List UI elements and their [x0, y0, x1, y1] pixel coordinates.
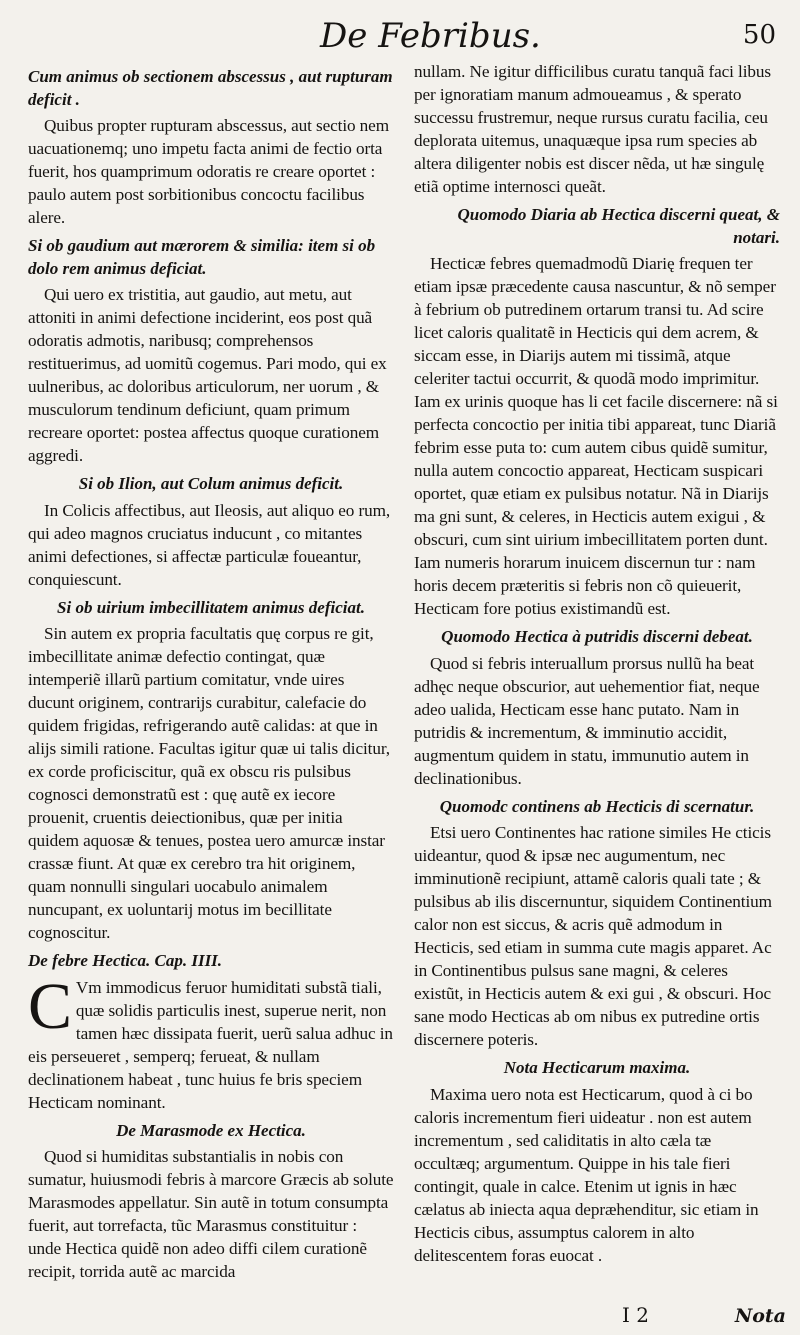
section-heading: De Marasmode ex Hectica.: [116, 1120, 306, 1140]
section-heading: Si ob gaudium aut mærorem & similia: item si ob dolo rem animus deficiat.: [28, 236, 376, 278]
running-title: De Febribus.: [320, 16, 541, 56]
section-heading: Nota Hecticarum maxima.: [503, 1058, 691, 1077]
paragraph: Quibus propter rupturam abscessus, aut sectio nem uacuationemq; uno impetu facta animi de fectio orta fuerit, hos quamprimum odoratis re creare oportet : paulo autem post sorbitionibus concoctu facilibus alere.: [28, 116, 389, 227]
paragraph: Maxima uero nota est Hecticarum, quod à ci bo caloris incrementum fieri uideatur . non est autem incrementum , sed caliditatis in alto cæla tæ occultæq; argumentum. Quippe in his tale fieri contingit, quale in calce. Etenim ut ignis in hæc cælatus ab iniecta aqua depræhenditur, sic etiam in Hecticis cibus, assumptus calorem in alto delitescentem foras euocat .: [414, 1084, 759, 1265]
section-heading: Si ob Ilion, aut Colum animus deficit.: [78, 474, 344, 493]
paragraph: Hecticæ febres quemadmodũ Diarię frequen ter etiam ipsæ præcedente causa nascuntur, & nõ semper à febrium ob putredinem ortarum transi tu. Ad scire licet caloris qualitatẽ in Hecticis qui dem acrem, & siccam esse, in Diarijs autem mi tissimã, atque celeriter tactui occurrit, & quodã modo imprimitur. Iam ex urinis quoque has li cet facile discernere: nã si perfecta concoctio per initia tibi appareat, tunc Diariã febrim esse puta to: cum autem cibus quidẽ sumitur, nulla autem concoctio appareat, Hecticam suspicari oportet, quæ etiam ex pulsibus notatur. Nã in Diarijs ma gni sunt, & celeres, in Hecticis autem exigui , & obscuri, cum sint uirium imbecillitatem porten dunt. Iam numeris horarum inuicem discernun tur : nam horis decem præteritis si febris non cõ quieuerit, Hecticam fore potius existimandũ est.: [414, 254, 778, 618]
paragraph: [28, 969, 394, 1114]
paragraph: Qui uero ex tristitia, aut gaudio, aut metu, aut attoniti in animi defectione inciderint, eos post quã odoratis admotis, naribusq; comprehensos restituerimus, ad uomitũ cogemus. Pari modo, qui ex uulneribus, ac doloribus articulorum, ner uorum , & musculorum tendinum deficiunt, quam primum recreare oportet: postea affectus quoque curationem aggredi.: [28, 285, 387, 465]
page-number: 50: [742, 20, 776, 50]
paragraph: Sin autem ex propria facultatis quę corpus re git, imbecillitate animæ defectio contingat, quæ intemperiẽ illarũ partium comitatur, vnde uires ducunt originem, contrarijs curabitur, calefacie do quidem frigidas, refrigerando autẽ calidas: at que in alijs simili ratione. Facultas igitur quæ ui talis dicitur, ex corde proficiscitur, quã ex obscu ris pulsibus cognosci demonstratũ est : quę autẽ ex iecore prouenit, cruentis deiectionibus, quæ per initia quidem aquosæ & tenues, postea uero amurcæ instar crassæ fiunt. At quæ ex cerebro tra hit originem, quam nonnulli singulari uocabulo animalem nuncupant, ex uoluntarij motus im becillitate cognoscitur.: [28, 624, 390, 942]
drop-capital: C: [28, 969, 72, 1043]
right-column: [414, 60, 780, 1283]
paragraph-text: Vm immodicus feruor humiditati substã tiali, quæ solidis particulis inest, superue nerit, non tamen hæc dissipata fuerit, uerũ salua adhuc in eis perseueret , semperq; ferueat, & nullam declinationem habeat , tunc huius fe bris speciem Hecticam nominant.: [28, 977, 393, 1112]
signature-mark: I 2: [622, 1303, 649, 1327]
section-heading: Si ob uirium imbecillitatem animus deficiat.: [57, 597, 365, 617]
running-head: [0, 4, 800, 56]
left-column: [28, 60, 394, 1283]
catchword: Nota: [734, 1305, 786, 1327]
paragraph: In Colicis affectibus, aut Ileosis, aut aliquo eo rum, qui adeo magnos cruciatus inducunt , co mitantes animi defectiones, si affectæ particulæ foueantur, conquiescunt.: [28, 500, 391, 589]
paragraph: nullam. Ne igitur difficilibus curatu tanquã faci libus per ignoratiam manum admoueamus , & sperato successu frustremur, neque rursus curatu facilia, ceu deplorata uitemus, unaquæque ipsa rum species ab altera diligenter nobis est discer nẽda, ut hæ singulę etiã optime internosci queãt.: [414, 62, 771, 196]
text-columns: [28, 60, 780, 1283]
section-heading: Cum animus ob sectionem abscessus , aut rupturam deficit .: [28, 67, 393, 109]
section-heading: Quomodo Diaria ab Hectica discerni queat, & notari.: [457, 205, 780, 247]
paragraph: Etsi uero Continentes hac ratione similes He cticis uideantur, quod & ipsæ nec augumentum, nec imminutionẽ recipiunt, attamẽ caloris quali tate ; & pulsibus ab ilis discernuntur, siquidem Continentium calor non est siccus, & acris quẽ admodum in Hecticis, sed etiam in summa cute magis apparet. Ac in Continentibus pulsus sane magni, & celeres existũt, in Hecticis autem & exi gui , & obscuri. Hoc sane modo Hecticas ab om nibus ex putredine ortis discernere poteris.: [414, 823, 772, 1049]
section-heading: De febre Hectica. Cap. IIII.: [28, 951, 223, 970]
page-footer: [0, 1299, 800, 1327]
paragraph: Quod si febris interuallum prorsus nullũ ha beat adhęc neque obscurior, aut uehementior fiat, neque adeo ualida, Hecticam esse hanc putato. Nam in putridis & incrementum, & imminutio accidit, augmentum quidem in statu, immunutio autem in declinationibus.: [414, 653, 760, 788]
section-heading: Quomodc continens ab Hecticis di scernatur.: [439, 796, 755, 816]
paragraph: Quod si humiditas substantialis in nobis con sumatur, huiusmodi febris à marcore Græcis ab solute Marasmodes appellatur. Sin autẽ in totum consumpta fuerit, aut torrefacta, tũc Marasmus constituitur : unde Hectica quidẽ non adeo diffi cilem curationẽ recipit, torrida autẽ ac marcida: [28, 1147, 394, 1281]
section-heading: Quomodo Hectica à putridis discerni debeat.: [441, 627, 753, 646]
